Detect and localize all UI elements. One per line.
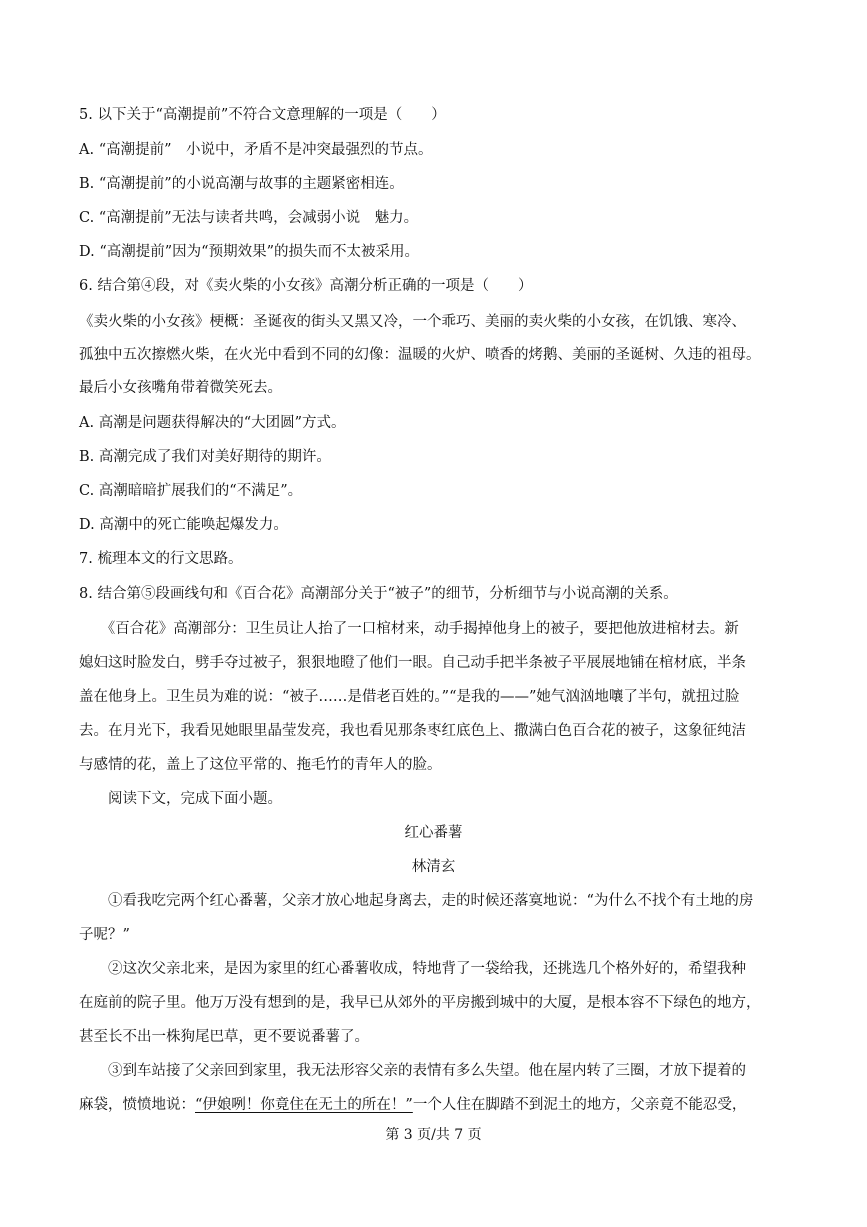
article-author: 林清玄 <box>411 859 456 875</box>
article-title: 红心番薯 <box>404 825 463 841</box>
q6-summary-line: 孤独中五次擦燃火柴，在火光中看到不同的幻像：温暖的火炉、喷香的烤鹅、美丽的圣诞树、久违的祖母。 <box>79 347 761 363</box>
q5-option-c: C. “高潮提前”无法与读者共鸣，会减弱小说 魅力。 <box>79 210 419 226</box>
page-number: 第 3 页/共 7 页 <box>385 1127 482 1143</box>
q8-passage-line: 与感情的花，盖上了这位平常的、拖毛竹的青年人的脸。 <box>79 757 442 773</box>
article-paragraph-line: ③到车站接了父亲回到家里，我无法形容父亲的表情有多么失望。他在屋内转了三圈，才放下提着的 <box>79 1063 746 1079</box>
q6-summary-line: 最后小女孩嘴角带着微笑死去。 <box>79 380 282 396</box>
q6-summary-line: 《卖火柴的小女孩》梗概：圣诞夜的街头又黑又冷，一个乖巧、美丽的卖火柴的小女孩，在饥饿、寒冷、 <box>79 314 746 330</box>
reading-instruction: 阅读下文，完成下面小题。 <box>79 791 282 807</box>
text-segment: 一个人住在脚踏不到泥土的地方，父亲竟不能忍受， <box>412 1097 747 1113</box>
q6-option-b: B. 高潮完成了我们对美好期待的期许。 <box>79 449 331 465</box>
q6-option-d: D. 高潮中的死亡能唤起爆发力。 <box>79 517 288 533</box>
article-paragraph-line: 子呢？” <box>79 927 130 943</box>
q8-passage-line: 媳妇这时脸发白，劈手夺过被子，狠狠地瞪了他们一眼。自己动手把半条被子平展展地铺在棺材底，半条 <box>79 655 746 671</box>
q6-option-a: A. 高潮是问题获得解决的“大团圆”方式。 <box>79 415 346 431</box>
q8-passage-line: 盖在他身上。卫生员为难的说：“被子……是借老百姓的。”“是我的——”她气汹汹地嚷了半句，就扭过脸 <box>79 689 740 705</box>
q6-option-c: C. 高潮暗暗扩展我们的“不满足”。 <box>79 483 303 499</box>
article-paragraph-line <box>79 1095 746 1115</box>
q5-option-d: D. “高潮提前”因为“预期效果”的损失而不太被采用。 <box>79 244 419 260</box>
article-paragraph-line: ②这次父亲北来，是因为家里的红心番薯收成，特地背了一袋给我，还挑选几个格外好的，希望我种 <box>79 961 746 977</box>
text-segment: 麻袋，愤愤地说： <box>79 1097 195 1113</box>
underlined-quote: “伊娘咧！你竟住在无土的所在！” <box>195 1097 413 1113</box>
q5-option-a: A. “高潮提前” 小说中，矛盾不是冲突最强烈的节点。 <box>79 142 433 158</box>
q6-stem: 6. 结合第④段，对《卖火柴的小女孩》高潮分析正确的一项是（ ） <box>79 278 533 294</box>
q5-option-b: B. “高潮提前”的小说高潮与故事的主题紧密相连。 <box>79 176 404 192</box>
q8-stem: 8. 结合第⑤段画线句和《百合花》高潮部分关于“被子”的细节，分析细节与小说高潮的关系。 <box>79 586 678 602</box>
q8-passage-line: 《百合花》高潮部分：卫生员让人抬了一口棺材来，动手揭掉他身上的被子，要把他放进棺材去。新 <box>79 621 739 637</box>
q8-passage-line: 去。在月光下，我看见她眼里晶莹发亮，我也看见那条枣红底色上、撒满白色百合花的被子，这象征纯洁 <box>79 723 746 739</box>
article-paragraph-line: 在庭前的院子里。他万万没有想到的是，我早已从郊外的平房搬到城中的大厦，是根本容不下绿色的地方， <box>79 995 761 1011</box>
q5-stem: 5. 以下关于“高潮提前”不符合文意理解的一项是（ ） <box>79 107 446 123</box>
q7-stem: 7. 梳理本文的行文思路。 <box>79 551 243 567</box>
article-paragraph-line: ①看我吃完两个红心番薯，父亲才放心地起身离去，走的时候还落寞地说：“为什么不找个有土地的房 <box>79 893 754 909</box>
article-paragraph-line: 甚至长不出一株狗尾巴草，更不要说番薯了。 <box>79 1029 369 1045</box>
